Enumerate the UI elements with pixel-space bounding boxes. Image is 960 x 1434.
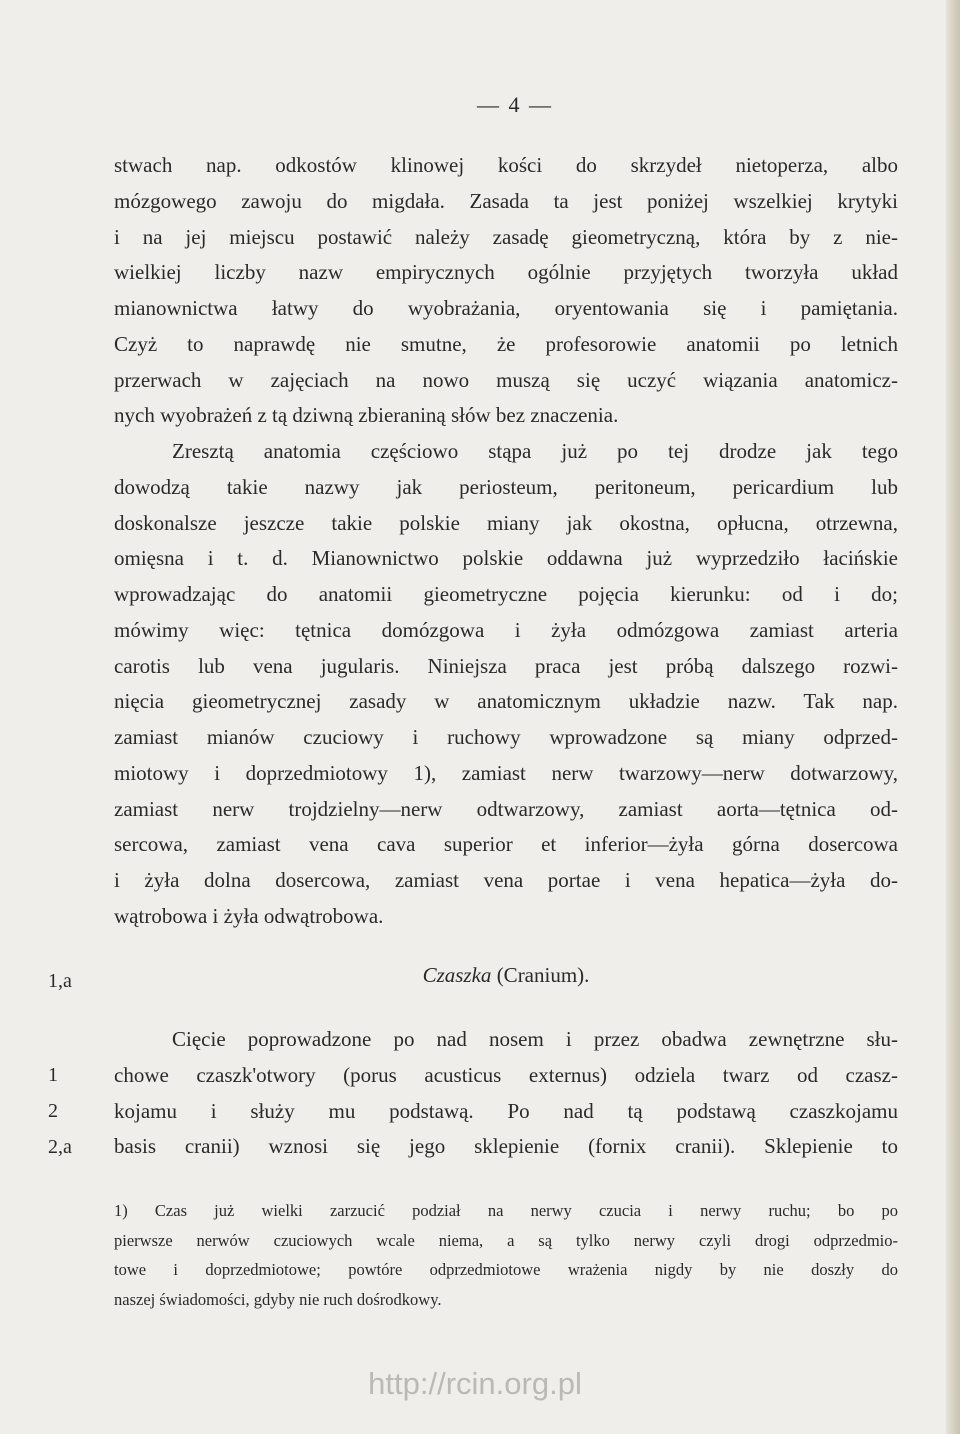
text-line: nięcia gieometrycznej zasady w anatomicznym układzie nazw. Tak nap.: [114, 689, 898, 714]
section-heading: [114, 963, 898, 988]
watermark-url: http://rcin.org.pl: [368, 1366, 582, 1401]
footnote-line: 1) Czas już wielki zarzucić podział na nerwy czucia i nerwy ruchu; bo po: [114, 1201, 898, 1220]
text-line: kojamu i służy mu podstawą. Po nad tą podstawą czaszkojamu: [114, 1098, 898, 1123]
text-line: doskonalsze jeszcze takie polskie miany jak okostna, opłucna, otrzewna,: [114, 510, 898, 535]
footnote-line: naszej świadomości, gdyby nie ruch dośrodkowy.: [114, 1289, 442, 1309]
text-line: i na jej miejscu postawić należy zasadę gieometryczną, która by z nie-: [114, 224, 898, 249]
text-line: stwach nap. odkostów klinowej kości do skrzydeł nietoperza, albo: [114, 153, 898, 177]
text-line: carotis lub vena jugularis. Niniejsza praca jest próbą dalszego rozwi-: [114, 653, 898, 678]
text-line: nych wyobrażeń z tą dziwną zbieraniną słów bez znaczenia.: [114, 403, 619, 428]
text-line: dowodzą takie nazwy jak periosteum, peritoneum, pericardium lub: [114, 474, 898, 499]
section-title-italic: Czaszka: [422, 963, 492, 987]
text-line: Czyż to naprawdę nie smutne, że profesorowie anatomii po letnich: [114, 331, 898, 356]
margin-number: 2: [48, 1100, 58, 1122]
main-text: [114, 148, 898, 935]
text-line: zamiast mianów czuciowy i ruchowy wprowadzone są miany odprzed-: [114, 725, 898, 749]
text-line: mianownictwa łatwy do wyobrażania, oryentowania się i pamiętania.: [114, 296, 898, 320]
margin-number: 2,a: [48, 1136, 72, 1158]
text-line: basis cranii) wznosi się jego sklepienie (fornix cranii). Sklepienie to: [114, 1134, 898, 1159]
margin-number: 1: [48, 1064, 58, 1086]
footnote: [114, 1196, 898, 1314]
text-line: przerwach w zajęciach na nowo muszą się uczyć wiązania anatomicz-: [114, 367, 898, 392]
text-line: sercowa, zamiast vena cava superior et inferior—żyła górna dosercowa: [114, 832, 898, 857]
page-number: — 4 —: [477, 92, 553, 117]
text-line: omięsna i t. d. Mianownictwo polskie oddawna już wyprzedziło łacińskie: [114, 546, 898, 571]
text-line: zamiast nerw trojdzielny—nerw odtwarzowy, zamiast aorta—tętnica od-: [114, 796, 898, 821]
margin-label: 1,a: [48, 970, 72, 992]
section-title-rest: (Cranium).: [491, 963, 590, 987]
text-line: mózgowego zawoju do migdała. Zasada ta jest poniżej wszelkiej krytyki: [114, 188, 898, 213]
text-line: wątrobowa i żyła odwątrobowa.: [114, 903, 384, 928]
text-line: chowe czaszk'otwory (porus acusticus externus) odziela twarz od czasz-: [114, 1062, 898, 1087]
page-spine-shadow: [946, 0, 960, 1434]
text-line: miotowy i doprzedmiotowy 1), zamiast nerw twarzowy—nerw dotwarzowy,: [114, 760, 898, 785]
footnote-line: pierwsze nerwów czuciowych wcale niema, a są tylko nerwy czyli drogi odprzedmio-: [114, 1230, 898, 1250]
text-line: Cięcie poprowadzone po nad nosem i przez obadwa zewnętrzne słu-: [172, 1027, 898, 1051]
text-line: wielkiej liczby nazw empirycznych ogólnie przyjętych tworzyła układ: [114, 260, 898, 285]
text-line: mówimy więc: tętnica domózgowa i żyła odmózgowa zamiast arteria: [114, 617, 898, 642]
footnote-line: towe i doprzedmiotowe; powtóre odprzedmiotowe wrażenia nigdy by nie doszły do: [114, 1260, 898, 1279]
text-line: Zresztą anatomia częściowo stąpa już po tej drodze jak tego: [172, 439, 898, 463]
section-text: [114, 1022, 898, 1165]
text-line: i żyła dolna dosercowa, zamiast vena portae i vena hepatica—żyła do-: [114, 868, 898, 892]
text-line: wprowadzając do anatomii gieometryczne pojęcia kierunku: od i do;: [114, 582, 898, 606]
